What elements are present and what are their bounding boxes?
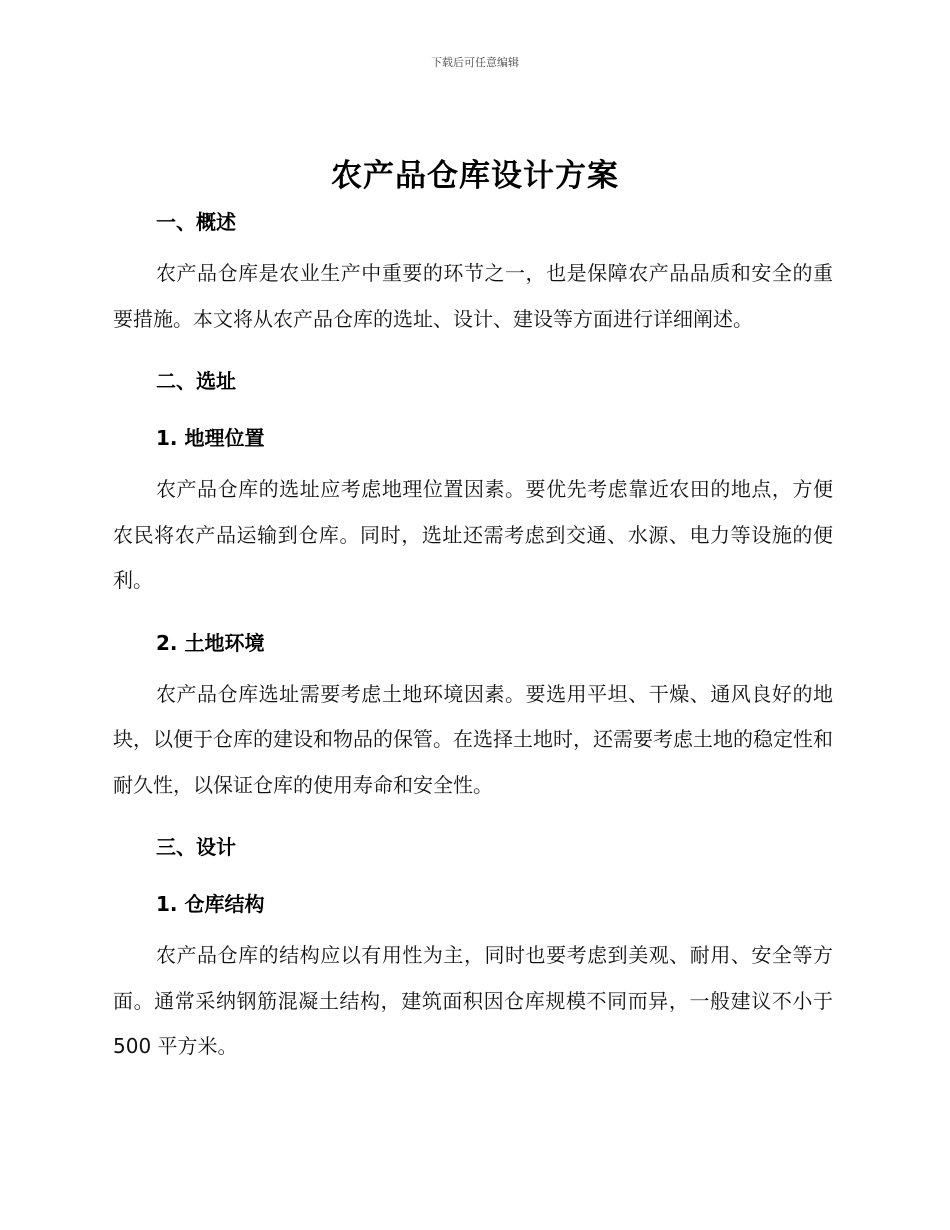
subheading-land-environment: 2. 土地环境 [156,630,265,655]
section-heading-overview: 一、概述 [156,210,236,234]
paragraph-warehouse-structure: 农产品仓库的结构应以有用性为主，同时也要考虑到美观、耐用、安全等方面。通常采纳钢筋混凝土结构，建筑面积因仓库规模不同而异，一般建议不小于 500 平方米。 [113,943,833,1058]
subheading-geo-location: 1. 地理位置 [156,426,265,450]
paragraph-geo-location: 农产品仓库的选址应考虑地理位置因素。要优先考虑靠近农田的地点，方便农民将农产品运输到仓库。同时，选址还需考虑到交通、水源、电力等设施的便利。 [113,477,833,592]
section-heading-site: 二、选址 [156,369,236,393]
document-title: 农产品仓库设计方案 [331,158,619,194]
header-note: 下载后可任意编辑 [431,56,519,69]
paragraph-land-environment: 农产品仓库选址需要考虑土地环境因素。要选用平坦、干燥、通风良好的地块，以便于仓库的建设和物品的保管。在选择土地时，还需要考虑土地的稳定性和耐久性，以保证仓库的使用寿命和安全性。 [113,681,833,797]
section-heading-design: 三、设计 [156,835,236,859]
document-body [113,205,833,1070]
subheading-warehouse-structure: 1. 仓库结构 [156,892,265,916]
paragraph-overview: 农产品仓库是农业生产中重要的环节之一，也是保障农产品品质和安全的重要措施。本文将从农产品仓库的选址、设计、建设等方面进行详细阐述。 [113,261,833,331]
